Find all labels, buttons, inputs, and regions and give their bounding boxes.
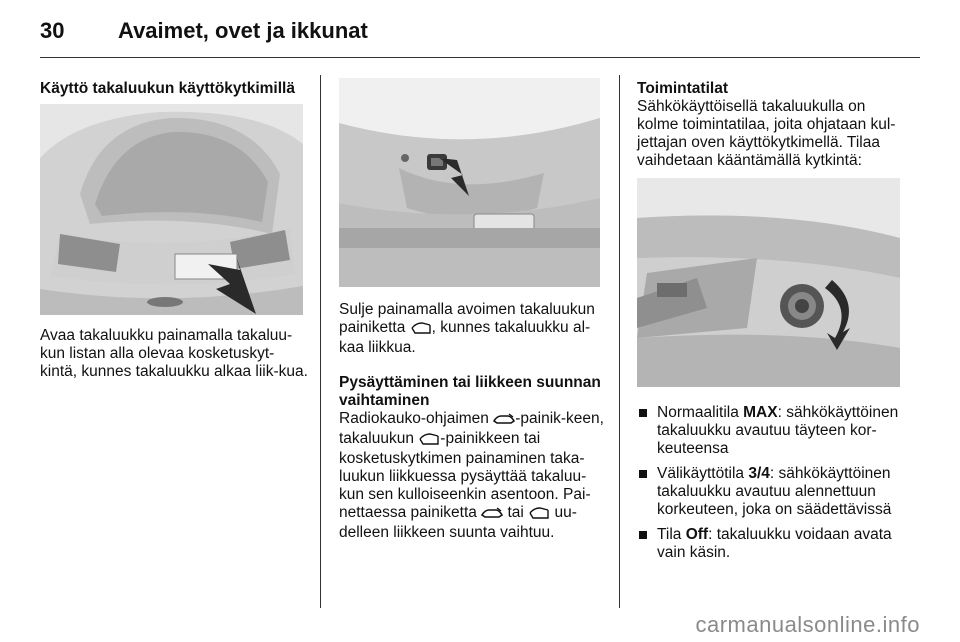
list-item: Tila Off: takaluukku voidaan avata vain käsin.: [637, 526, 909, 562]
list-item: Normaalitila MAX: sähkökäyttöinen takaluukku avautuu täyteen kor-keuteensa: [637, 404, 909, 458]
figure-tailgate-button: [339, 78, 600, 287]
column-divider-2: [619, 75, 620, 608]
close-text-a: Sulje painamalla avoimen takaluukun painiketta: [339, 301, 595, 336]
section-heading-stop-reverse: Pysäyttäminen tai liikkeen suunnan vaihtaminen: [339, 374, 601, 409]
tailgate-symbol-icon: [410, 321, 432, 339]
column-3-list: [637, 404, 909, 569]
stop-text-e: uu-delleen liikkeen suunta vaihtuu.: [339, 504, 577, 541]
mode-off-label: Off: [685, 526, 709, 543]
close-text-b: , kunnes takaluukku al-kaa liikkua.: [339, 319, 591, 356]
header-rule: [40, 57, 920, 58]
figure-door-switch: [637, 178, 900, 387]
remote-key-car-symbol-icon: [493, 412, 515, 430]
section-heading-modes: Toimintatilat: [637, 80, 728, 97]
list-item: Välikäyttötila 3/4: sähkökäyttöinen takaluukku avautuu alennettuun korkeuteen, joka on säädettävissä: [637, 465, 909, 519]
column-divider-1: [320, 75, 321, 608]
modes-list: [637, 404, 909, 562]
column-2-text: [339, 301, 605, 542]
watermark: carmanualsonline.info: [695, 612, 920, 637]
car-rear-illustration: [40, 104, 303, 315]
tailgate-symbol-icon: [528, 506, 550, 524]
column-3-text: [637, 80, 909, 170]
remote-key-car-symbol-icon: [481, 506, 503, 524]
column-1: [40, 80, 308, 98]
mode-3-4-label: 3/4: [748, 465, 770, 482]
stop-reverse-text: [339, 410, 605, 542]
tailgate-symbol-icon: [418, 432, 440, 450]
tailgate-button-illustration: [339, 78, 600, 287]
figure-car-rear: [40, 104, 303, 315]
stop-text-b: -painik-keen, takaluukun: [339, 410, 604, 447]
page-title: Avaimet, ovet ja ikkunat: [118, 18, 368, 43]
stop-text-d: tai: [503, 504, 529, 521]
section-heading-touch-switch: Käyttö takaluukun käyttökytkimillä: [40, 80, 295, 97]
door-switch-illustration: [637, 178, 900, 387]
close-tailgate-text: [339, 301, 605, 357]
modes-intro-text: Sähkökäyttöisellä takaluukulla on kolme toimintatilaa, joita ohjataan kul-jettajan oven käyttökytkimellä. Tilaa vaihdetaan kääntämällä kytkintä:: [637, 98, 896, 169]
stop-text-a: Radiokauko-ohjaimen: [339, 410, 494, 427]
column-1-text: [40, 327, 308, 381]
open-tailgate-text: Avaa takaluukku painamalla takaluu-kun listan alla olevaa kosketuskyt-kintä, kunnes takaluukku alkaa liik-kua.: [40, 327, 308, 380]
mode-max-label: MAX: [743, 404, 778, 421]
page-number: 30: [40, 18, 65, 43]
stop-text-c: -painikkeen tai kosketuskytkimen painaminen taka-luukun liikkuessa pysäyttää takaluu-kun sen kulloiseenkin asentoon. Pai-nettaessa painiketta: [339, 430, 591, 521]
